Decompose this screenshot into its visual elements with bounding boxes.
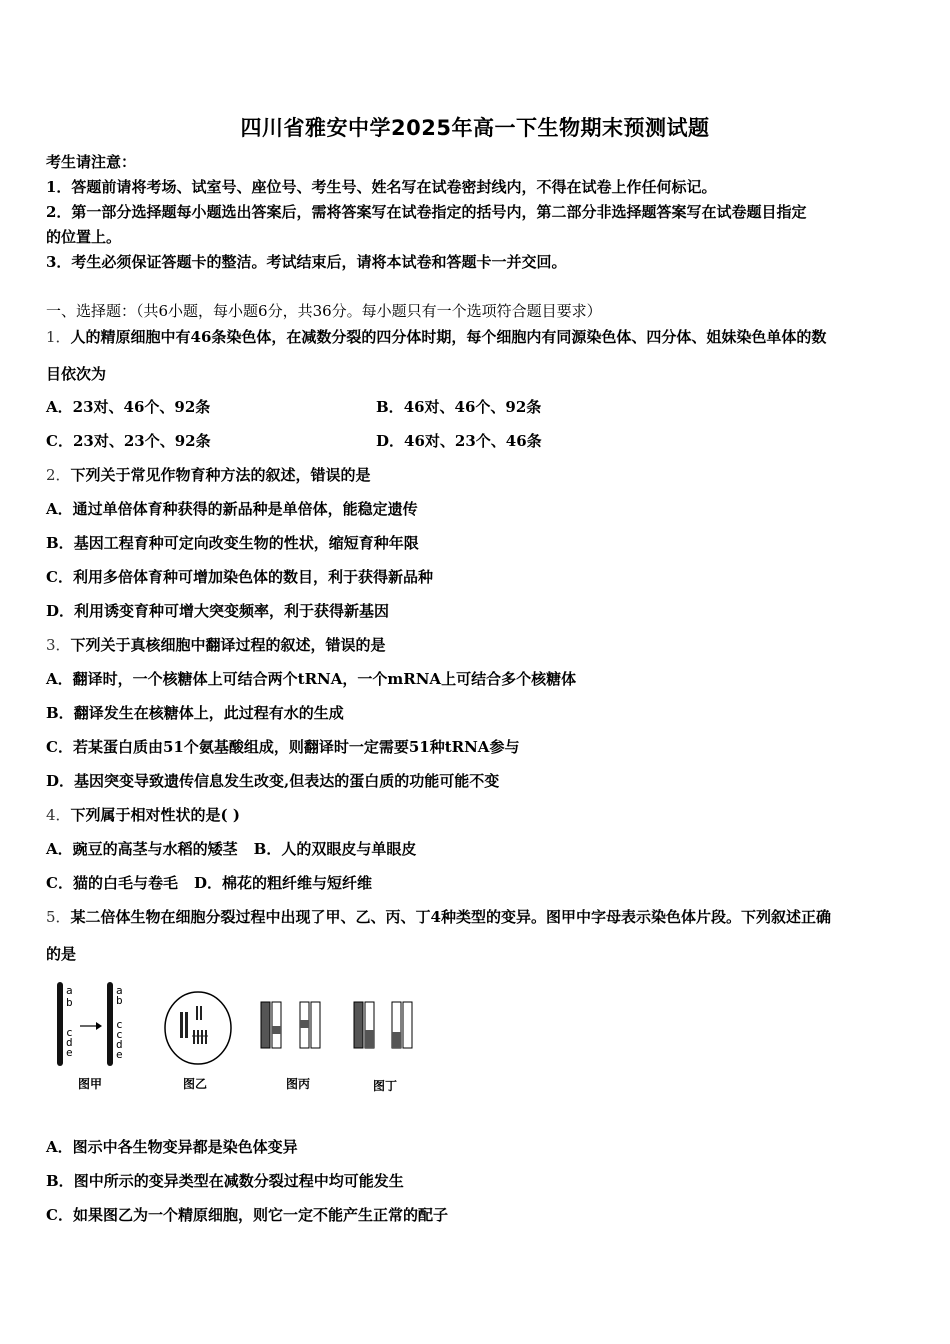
option-text: 如果图乙为一个精原细胞，则它一定不能产生正常的配子 (72, 1206, 448, 1224)
option-text: 若某蛋白质由51个氨基酸组成，则翻译时一定需要51种tRNA参与 (72, 738, 520, 756)
option-label: C． (46, 1206, 73, 1224)
chromosome (196, 1006, 198, 1020)
question-stem-line: 下列关于常见作物育种方法的叙述，错误的是 (70, 466, 371, 484)
option-text: 图示中各生物变异都是染色体变异 (72, 1138, 298, 1156)
option-d (46, 771, 499, 791)
segment-letter: b (116, 994, 123, 1007)
section-heading: 一、选择题：（共6小题，每小题6分，共36分。每小题只有一个选项符合题目要求） (46, 302, 602, 320)
option-label: B． (376, 398, 404, 416)
option-text: 翻译时，一个核糖体上可结合两个tRNA，一个mRNA上可结合多个核糖体 (72, 670, 577, 688)
chromosome (185, 1012, 188, 1038)
option-text: 基因突变导致遗传信息发生改变,但表达的蛋白质的功能可能不变 (74, 772, 500, 790)
option-text: 翻译发生在核糖体上，此过程有水的生成 (73, 704, 344, 722)
option-a (46, 669, 576, 689)
option-text: 利用多倍体育种可增加染色体的数目，利于获得新品种 (72, 568, 433, 586)
option-text: 46对、46个、92条 (403, 398, 542, 416)
figure-caption: 图丁 (373, 1079, 398, 1093)
option-label: A． (46, 500, 73, 518)
figure-caption: 图甲 (78, 1077, 103, 1091)
figure-bing (261, 1002, 320, 1091)
figure-caption: 图丙 (286, 1077, 311, 1091)
chromosome (201, 1030, 203, 1044)
segment-letter: c (66, 1026, 73, 1039)
question-2-stem (46, 465, 371, 485)
notice-item: 1．答题前请将考场、试室号、座位号、考生号、姓名写在试卷密封线内，不得在试卷上作任何标记。 (46, 178, 717, 196)
option-b (376, 397, 541, 417)
option-label: D． (46, 602, 75, 620)
chromosome-shaded (354, 1002, 363, 1048)
option-a (46, 1137, 298, 1157)
option-b (46, 1171, 404, 1191)
option-label: C． (46, 568, 73, 586)
segment-letter: c (116, 1028, 123, 1041)
option-text: 通过单倍体育种获得的新品种是单倍体，能稳定遗传 (72, 500, 418, 518)
question-stem-line: 下列关于真核细胞中翻译过程的叙述，错误的是 (70, 636, 386, 654)
option-text: 人的双眼皮与单眼皮 (281, 840, 417, 858)
figure-yi (165, 992, 231, 1091)
question-3-stem (46, 635, 386, 655)
option-label: D． (46, 772, 75, 790)
option-text: 基因工程育种可定向改变生物的性状，缩短育种年限 (73, 534, 419, 552)
figure-jia (57, 982, 123, 1091)
question-stem-line: 的是 (46, 945, 77, 963)
option-label: A． (46, 840, 73, 858)
segment-letter: b (66, 996, 73, 1009)
chromosome-before (57, 982, 63, 1066)
option-text: 豌豆的高茎与水稻的矮茎 (72, 840, 238, 858)
question-stem-line: 下列属于相对性状的是( ) (70, 806, 240, 824)
segment-letter: e (66, 1046, 73, 1059)
cell-outline (165, 992, 231, 1064)
option-label: C． (46, 738, 73, 756)
figure-caption: 图乙 (183, 1077, 208, 1091)
option-c (46, 567, 433, 587)
segment-letter: d (116, 1038, 123, 1051)
chromosome-plain (311, 1002, 320, 1048)
option-text: 图中所示的变异类型在减数分裂过程中均可能发生 (73, 1172, 404, 1190)
option-label: B． (46, 1172, 74, 1190)
option-b (46, 703, 344, 723)
option-label: D． (376, 432, 405, 450)
notice-item: 2．第一部分选择题每小题选出答案后，需将答案写在试卷指定的括号内，第二部分非选择题答案写在试卷题目指定 (46, 203, 807, 221)
chromosome-plain (403, 1002, 412, 1048)
option-label: B． (253, 840, 282, 858)
question-number: 2． (46, 466, 71, 484)
option-text: 猫的白毛与卷毛 (72, 874, 178, 892)
segment-letter: c (116, 1018, 123, 1031)
question-stem-line: 目依次为 (46, 365, 107, 383)
question-number: 4． (46, 806, 71, 824)
chromosome-shaded (261, 1002, 270, 1048)
question-4-stem (46, 805, 240, 825)
option-label: A． (46, 1138, 73, 1156)
option-label: A． (46, 398, 73, 416)
option-text: 23对、46个、92条 (72, 398, 211, 416)
exchanged-segment (272, 1026, 281, 1034)
question-number: 3． (46, 636, 71, 654)
notice-item: 3．考生必须保证答题卡的整洁。考试结束后，请将本试卷和答题卡一并交回。 (46, 253, 567, 271)
chromosome-variation-figure (46, 972, 436, 1100)
option-label: B． (46, 704, 74, 722)
option-label: C． (46, 874, 73, 892)
chromosome (197, 1030, 199, 1044)
segment-letter: a (116, 984, 123, 997)
question-stem-line: 某二倍体生物在细胞分裂过程中出现了甲、乙、丙、丁4种类型的变异。图甲中字母表示染色体片段。下列叙述正确 (70, 908, 831, 926)
question-number: 5． (46, 908, 71, 926)
option-b (46, 533, 419, 553)
option-label: B． (46, 534, 74, 552)
notice-heading: 考生请注意： (46, 153, 137, 171)
arrow-head-icon (96, 1022, 102, 1030)
option-row-cd (46, 873, 372, 893)
question-1-stem (46, 327, 826, 347)
page-title: 四川省雅安中学2025年高一下生物期末预测试题 (240, 116, 710, 140)
question-number: 1． (46, 328, 71, 346)
option-label: D． (193, 874, 222, 892)
chromosome (200, 1006, 202, 1020)
translocated-segment (365, 1030, 374, 1048)
option-c (46, 431, 211, 451)
notice-item: 的位置上。 (46, 228, 122, 246)
chromosome (193, 1030, 195, 1044)
option-d (46, 601, 389, 621)
question-stem-line: 人的精原细胞中有46条染色体，在减数分裂的四分体时期，每个细胞内有同源染色体、四分体、姐妹染色单体的数 (70, 328, 827, 346)
translocated-segment (392, 1032, 401, 1048)
question-5-stem (46, 907, 831, 927)
option-c (46, 737, 519, 757)
chromosome (205, 1030, 207, 1044)
option-d (376, 431, 542, 451)
segment-letter: a (66, 984, 73, 997)
option-text: 棉花的粗纤维与短纤维 (221, 874, 372, 892)
figure-ding (354, 1002, 412, 1093)
option-row-ab (46, 839, 416, 859)
chromosome (180, 1012, 183, 1038)
option-text: 46对、23个、46条 (404, 432, 542, 450)
chromosome-plain (272, 1002, 281, 1048)
chromosome-after (107, 982, 113, 1066)
option-label: A． (46, 670, 73, 688)
option-a (46, 397, 210, 417)
option-c (46, 1205, 448, 1225)
segment-letter: d (66, 1036, 73, 1049)
option-text: 利用诱变育种可增大突变频率，利于获得新基因 (74, 602, 390, 620)
option-label: C． (46, 432, 73, 450)
segment-letter: e (116, 1048, 123, 1061)
option-a (46, 499, 418, 519)
exchanged-segment (300, 1020, 309, 1028)
option-text: 23对、23个、92条 (72, 432, 211, 450)
